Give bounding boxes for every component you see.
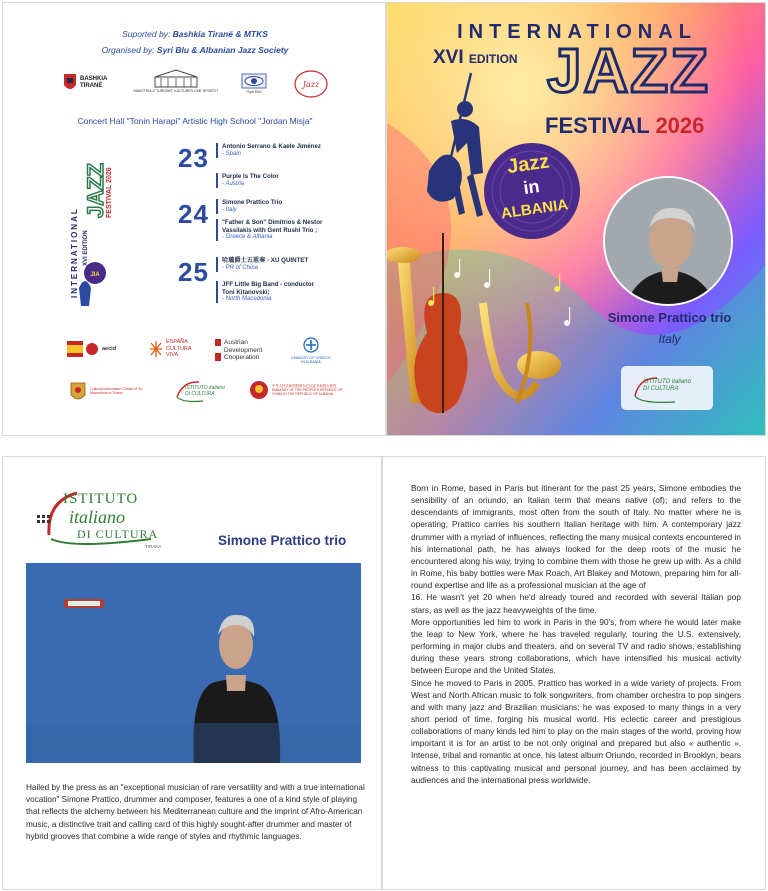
cultural-centre-logo: Cultural Information Centre of Sv. Macedonia in Tirana: [69, 379, 144, 403]
bashkia-logo: BASHKIA TIRANË: [63, 73, 116, 93]
greek-crest-icon: [303, 337, 319, 353]
portrait-image: [605, 178, 733, 306]
svg-text:FESTIVAL 2026: FESTIVAL 2026: [106, 167, 113, 218]
cover-edition: XVI EDITION: [433, 47, 518, 68]
bio-paragraph: Since he moved to Paris in 2005, Prattico has worked in a wide variety of projects. From West and North African music to folk songwriters, from chamber orchestra to pop singers and with many jazz and Brazilian musicians: he was exposed to many things in a very short period of time, forging his musical world. His eclectic career and prestigious collaborations of many kinds led him to play on the main stages of the world, proving how important it is for an artist to be not only original and prepared but also « authentic ». Intense, tribal and romantic at once, his latest album Oriundo, recorded in Brooklyn, bears witness to this captivating musical and personal journey, and has been acclaimed by audiences and the international press worldwide.: [411, 677, 741, 785]
festival-cover: [386, 2, 766, 436]
spain-flag-icon: [67, 341, 99, 357]
china-embassy-logo: 中华人民共和国驻阿尔巴尼亚共和国大使馆 EMBASSY OF THE PEOPLE'S REPUBLIC OF CHINA IN THE REPUBLIC OF ALBANIA: [249, 380, 350, 400]
concert-hall-line: Concert Hall "Tonin Harapi" Artistic High School "Jordan Misja": [77, 116, 313, 126]
cover-jazz-wordmark: JAZZ: [547, 37, 710, 106]
program-panel: [2, 2, 386, 436]
artist-photo: [26, 563, 361, 763]
austrian-dc-logo: Austrian Development Cooperation: [215, 339, 268, 362]
macedonia-crest-icon: [69, 379, 87, 403]
syri-blu-logo: "Syri Blu": [241, 73, 267, 94]
cover-festival: FESTIVAL 2026: [545, 113, 705, 138]
svg-text:INTERNATIONAL: INTERNATIONAL: [70, 207, 79, 298]
iic-logo: ISTITUTO italiano DI CULTURA TIRANA: [33, 487, 173, 553]
day-25: 25: [178, 257, 209, 287]
svg-text:JIA: JIA: [90, 272, 100, 278]
bio-paragraph: Born in Rome, based in Paris but itinerant for the past 25 years, Simone embodies the sensibility of an oriundo, an Italian term that means native (of); and refers to the descendants of immigrants, most often from the south of Italy. No matter where he is operating, Prattico carries his southern Italian heritage with him. A contemporary jazz drummer with a myriad of influences, reflecting the many musical contexts encountered in his international path, he has always looked for the deep roots of the music he encountered along his way, trying to combine them with those he grew up with. As a child in Rome, his baby bottles were Max Roach, Art Blakey and Motown, preparing him for all-round expertise and life as a professional musician at the age of: [411, 483, 741, 591]
act-entry: Antonio Serrano & Kaele Jiménez - Spain: [216, 143, 376, 158]
jazz-in-albania-badge: Jazz in ALBANIA: [499, 150, 570, 223]
day-24: 24: [178, 199, 209, 229]
bio-left-text: Hailed by the press as an "exceptional musician of rare versatility and with a true international vocation" Simone Prattico, drummer and composer, features a one of a kind style of playing that reflects the alchemy between his Mediterranean culture and the imprint of Afro-American music, a distinctive trait and calling card of this highly sought-after drummer and master of hybrid grooves that combine a wide range of styles and rhythmic languages.: [26, 783, 365, 841]
ministry-logo: MINISTRIA E TURIZMIT, KULTURËS DHE SPORTIT: [133, 69, 219, 93]
eye-icon: [241, 73, 267, 89]
ajs-emblem-icon: [293, 69, 329, 99]
svg-text:Jazz: Jazz: [302, 80, 320, 89]
cover-artist-country: Italy: [658, 332, 681, 346]
china-emblem-icon: [249, 380, 269, 400]
burst-icon: [149, 340, 163, 358]
svg-text:XVI EDITION: XVI EDITION: [83, 230, 89, 266]
act-entry: Simone Prattico Trio - Italy: [216, 199, 376, 214]
greek-embassy-logo: EMBASSY OF GREECE IN ALBANIA: [289, 337, 333, 365]
festival-vertical-logo: [65, 148, 113, 308]
bashkia-crest-icon: [63, 73, 77, 93]
bio-panel-left: [2, 456, 382, 890]
espana-cultura-logo: ESPAÑA CULTURA VIVA: [149, 339, 196, 359]
act-entry: JFF Little Big Band - conductor Toni Kitanovski; - North Macedonia: [216, 281, 326, 303]
act-entry: 哈瓏爵士五重奏 - XU QUINTET - PR of China: [216, 257, 376, 272]
ajs-logo: [293, 69, 329, 99]
day-23: 23: [178, 143, 209, 173]
bio-paragraph: More opportunities led him to work in Paris in the 90's, from where he would later make the leap to New York, where he has traveled regularly, touring the U.S. extensively, performing in major clubs and theaters, and on several TV and radio shows, establishing during these years strong collaborations, which have intensified his musical activity between Europe and the United States.: [411, 616, 741, 676]
act-entry: Purple Is The Color - Austria: [216, 173, 376, 188]
iic-small-logo: ISTITUTO italiano DI CULTURA: [173, 379, 227, 405]
bio-right-text: [411, 482, 741, 786]
act-entry: "Father & Son" Dimitrios & Nestor Vassilakis with Gent Rushi Trio ; - Greece & Albania: [216, 219, 326, 241]
svg-text:JAZZ: JAZZ: [83, 163, 108, 218]
artist-portrait: [603, 176, 733, 306]
bio-paragraph: 16. He wasn't yet 20 when he'd already toured and recorded with several Italian pop stars, as well as the jazz heavyweights of the time.: [411, 592, 741, 615]
ministry-building-icon: [151, 69, 201, 89]
austria-flag-icon: [215, 339, 221, 361]
cover-international: INTERNATIONAL: [457, 21, 697, 43]
supported-by-line: Suported by: Bashkia Tiranë & MTKS: [122, 29, 268, 39]
bio-title: Simone Prattico trio: [218, 533, 347, 548]
cover-artist-name: Simone Prattico trio: [607, 310, 732, 325]
artist-photo-image: [26, 563, 361, 763]
iic-badge: ISTITUTO italiano DI CULTURA: [621, 366, 713, 410]
organised-by-line: Organised by: Syri Blu & Albanian Jazz Society: [101, 45, 289, 55]
bio-panel-right: [382, 456, 766, 890]
aecid-logo: aecid: [67, 341, 116, 357]
